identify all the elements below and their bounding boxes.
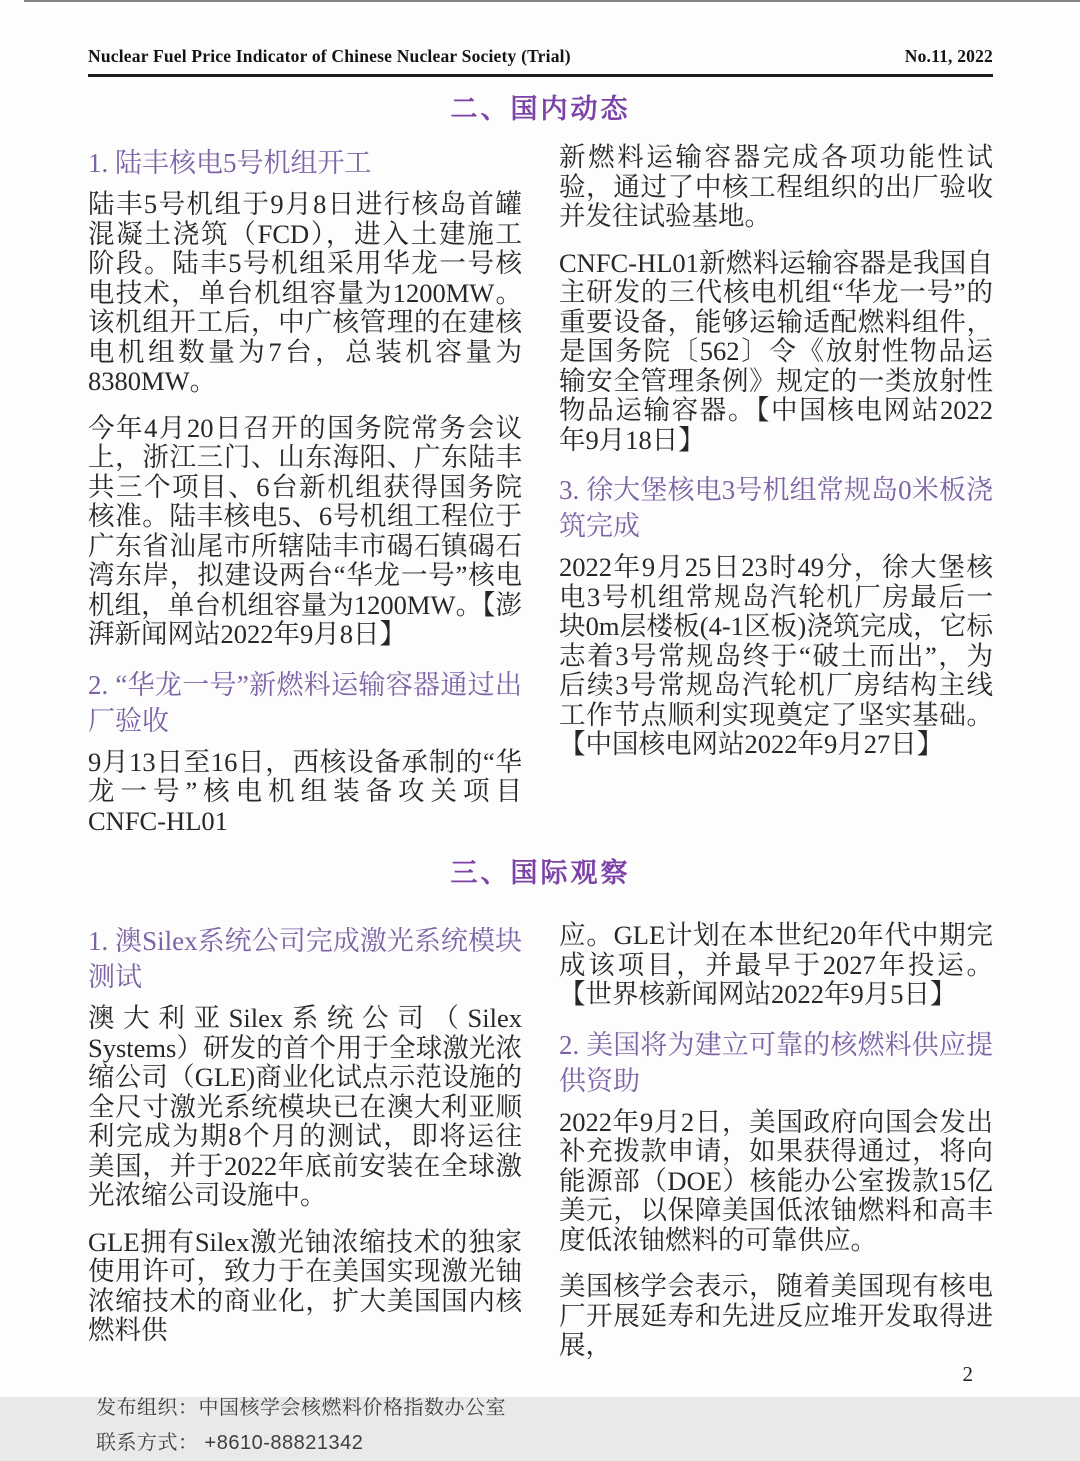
issue-number: No.11, 2022	[904, 46, 993, 66]
domestic-columns	[88, 143, 993, 836]
paragraph: 2022年9月2日，美国政府向国会发出补充拨款申请，如果获得通过，将向能源部（DOE）核能办公室拨款15亿美元，以保障美国低浓铀燃料和高丰度低浓铀燃料的可靠供应。	[559, 1106, 993, 1255]
subsection-heading: 1. 澳Silex系统公司完成激光系统模块测试	[88, 926, 522, 992]
contact-line: 联系方式： +8610-88821342	[96, 1431, 364, 1454]
paragraph: 应。GLE计划在本世纪20年代中期完成该项目，并最早于2027年投运。【世界核新闻网站2022年9月5日】	[559, 920, 993, 1009]
paragraph: 新燃料运输容器完成各项功能性试验，通过了中核工程组织的出厂验收并发往试验基地。	[559, 142, 993, 231]
footer	[88, 1391, 993, 1461]
paragraph: 美国核学会表示，随着美国现有核电厂开展延寿和先进反应堆开发取得进展，	[559, 1271, 993, 1360]
scan-edge-artifact	[24, 0, 1080, 2]
paragraph: 2022年9月25日23时49分，徐大堡核电3号机组常规岛汽轮机厂房最后一块0m层楼板(4-1区板)浇筑完成，它标志着3号常规岛终于“破土而出”，为后续3号常规岛汽轮机厂房结构主线工作节点顺利实现奠定了坚实基础。【中国核电网站2022年9月27日】	[559, 552, 993, 759]
page-number: 2	[962, 1361, 973, 1386]
subsection-heading: 2. “华龙一号”新燃料运输容器通过出厂验收	[88, 669, 522, 736]
paragraph: GLE拥有Silex激光铀浓缩技术的独家使用许可，致力于在美国实现激光铀浓缩技术的商业化，扩大美国国内核燃料供	[88, 1226, 522, 1345]
section-title-international: 三、国际观察	[450, 858, 631, 888]
subsection-heading: 3. 徐大堡核电3号机组常规岛0米板浇筑完成	[559, 475, 993, 541]
paragraph: CNFC-HL01新燃料运输容器是我国自主研发的三代核电机组“华龙一号”的重要设备，能够运输适配燃料组件，是国务院〔562〕令《放射性物品运输安全管理条例》规定的一类放射性物品运输容器。【中国核电网站2022年9月18日】	[559, 247, 993, 455]
paragraph: 9月13日至16日，西核设备承制的“华龙一号”核电机组装备攻关项目CNFC-HL01	[88, 746, 522, 836]
publisher-line: 发布组织：中国核学会核燃料价格指数办公室	[96, 1396, 506, 1419]
header-rule	[88, 74, 993, 77]
domestic-right-column	[559, 143, 993, 836]
section-title-domestic: 二、国内动态	[450, 94, 631, 124]
subsection-heading: 2. 美国将为建立可靠的核燃料供应提供资助	[559, 1029, 993, 1096]
international-columns	[88, 921, 993, 1361]
paragraph: 今年4月20日召开的国务院常务会议上，浙江三门、山东海阳、广东陆丰共三个项目、6台新机组获得国务院核准。陆丰核电5、6号机组工程位于广东省汕尾市所辖陆丰市碣石镇碣石湾东岸，拟建设两台“华龙一号”核电机组，单台机组容量为1200MW。【澎湃新闻网站2022年9月8日】	[88, 412, 522, 649]
international-left-column	[88, 921, 522, 1361]
domestic-left-column	[88, 143, 522, 836]
international-right-column	[559, 921, 993, 1361]
paragraph: 陆丰5号机组于9月8日进行核岛首罐混凝土浇筑（FCD），进入土建施工阶段。陆丰5号机组采用华龙一号核电技术，单台机组容量为1200MW。该机组开工后，中广核管理的在建核电机组数量为7台，总装机容量为8380MW。	[88, 189, 522, 396]
subsection-heading: 1. 陆丰核电5号机组开工	[88, 148, 372, 178]
doc-header	[88, 46, 993, 67]
paragraph: 澳大利亚Silex系统公司（Silex Systems）研发的首个用于全球激光浓缩公司（GLE)商业化试点示范设施的全尺寸激光系统模块已在澳大利亚顺利完成为期8个月的测试，即将运往美国，并于2022年底前安装在全球激光浓缩公司设施中。	[88, 1003, 522, 1210]
journal-title: Nuclear Fuel Price Indicator of Chinese Nuclear Society (Trial)	[88, 46, 571, 66]
